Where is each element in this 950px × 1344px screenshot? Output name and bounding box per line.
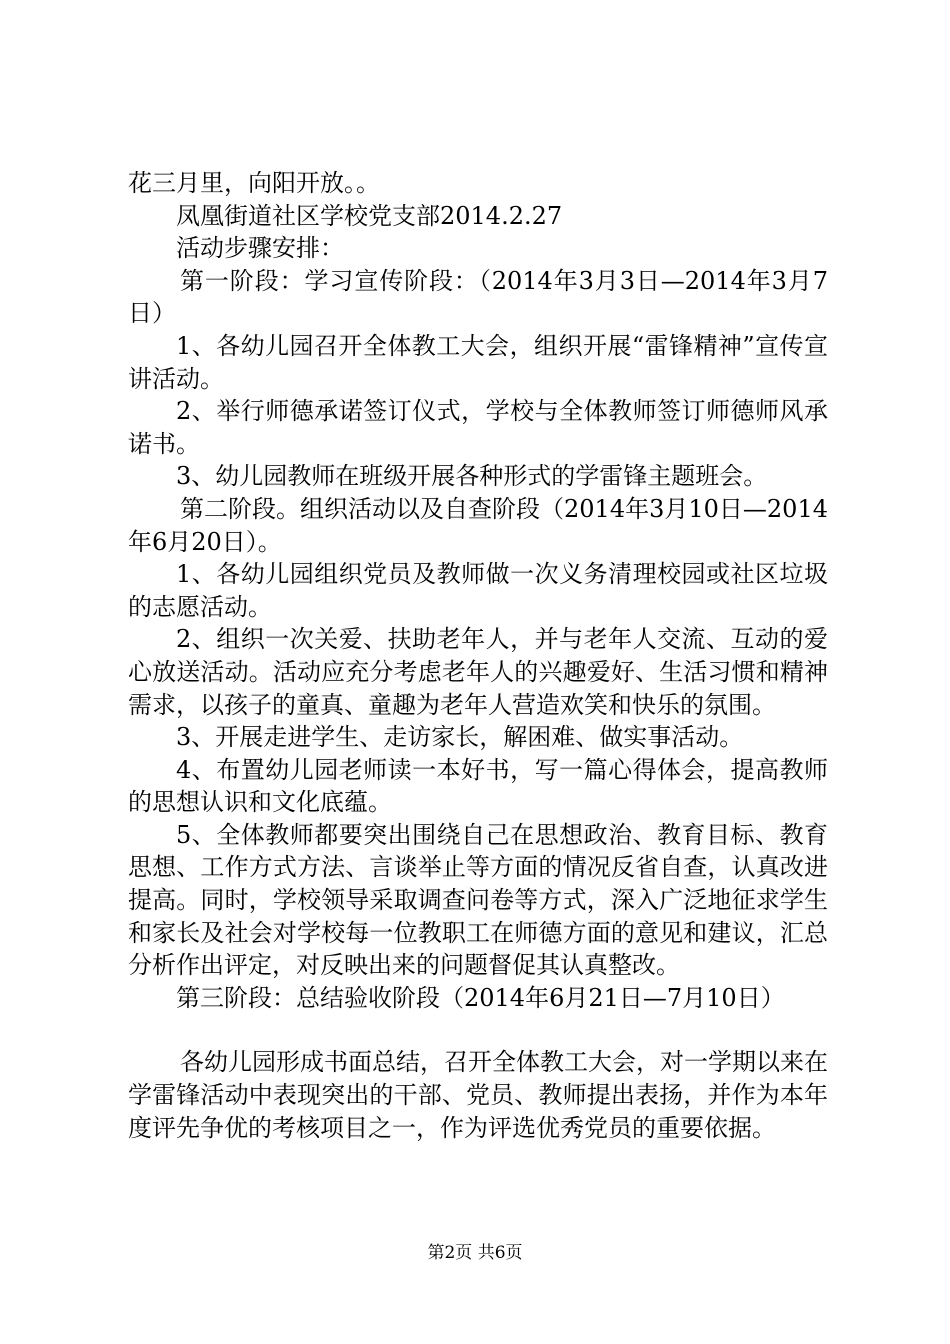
paragraph-stage-2-item-3: 3、开展走进学生、走访家长，解困难、做实事活动。 [176,723,744,752]
paragraph-stage-1-item-2: 2、举行师德承诺签订仪式，学校与全体教师签订师德师风承诺书。 [128,397,828,458]
paragraph-stage-2-item-2: 2、组织一次关爱、扶助老年人，并与老年人交流、互动的爱心放送活动。活动应充分考虑老年人的兴趣爱好、生活习惯和精神需求，以孩子的童真、童趣为老年人营造欢笑和快乐的氛围。 [128,625,828,719]
document-body [128,167,828,1144]
paragraph-stage-1-item-3: 3、幼儿园教师在班级开展各种形式的学雷锋主题班会。 [176,462,768,491]
paragraph-steps-heading: 活动步骤安排： [176,234,344,263]
paragraph-stage-2-item-1: 1、各幼儿园组织党员及教师做一次义务清理校园或社区垃圾的志愿活动。 [128,560,828,621]
page-footer [0,1242,950,1264]
paragraph-stage-1-heading: 第一阶段：学习宣传阶段：（2014年3月3日—2014年3月7日） [128,266,828,328]
paragraph-stage-2-heading: 第二阶段。组织活动以及自查阶段（2014年3月10日—2014年6月20日）。 [128,494,828,556]
paragraph-spacer [128,1014,828,1046]
paragraph-signature: 凤凰街道社区学校党支部2014.2.27 [176,201,563,230]
paragraph-continuation: 花三月里，向阳开放。。 [128,169,380,197]
paragraph-stage-1-item-1: 1、各幼儿园召开全体教工大会，组织开展“雷锋精神”宣传宣讲活动。 [128,331,828,393]
paragraph-stage-2-item-5: 5、全体教师都要突出围绕自己在思想政治、教育目标、教育思想、工作方式方法、言谈举止等方面的情况反省自查，认真改进提高。同时，学校领导采取调查问卷等方式，深入广泛地征求学生和家长及社会对学校每一位教职工在师德方面的意见和建议，汇总分析作出评定，对反映出来的问题督促其认真整改。 [128,820,828,980]
page-number-label: 第2页 共6页 [427,1243,523,1263]
paragraph-stage-3-item-1: 各幼儿园形成书面总结，召开全体教工大会，对一学期以来在学雷锋活动中表现突出的干部、党员、教师提出表扬，并作为本年度评先争优的考核项目之一，作为评选优秀党员的重要依据。 [128,1048,828,1142]
paragraph-stage-2-item-4: 4、布置幼儿园老师读一本好书，写一篇心得体会，提高教师的思想认识和文化底蕴。 [128,755,828,817]
paragraph-stage-3-heading: 第三阶段：总结验收阶段（2014年6月21日—7月10日） [176,983,785,1012]
